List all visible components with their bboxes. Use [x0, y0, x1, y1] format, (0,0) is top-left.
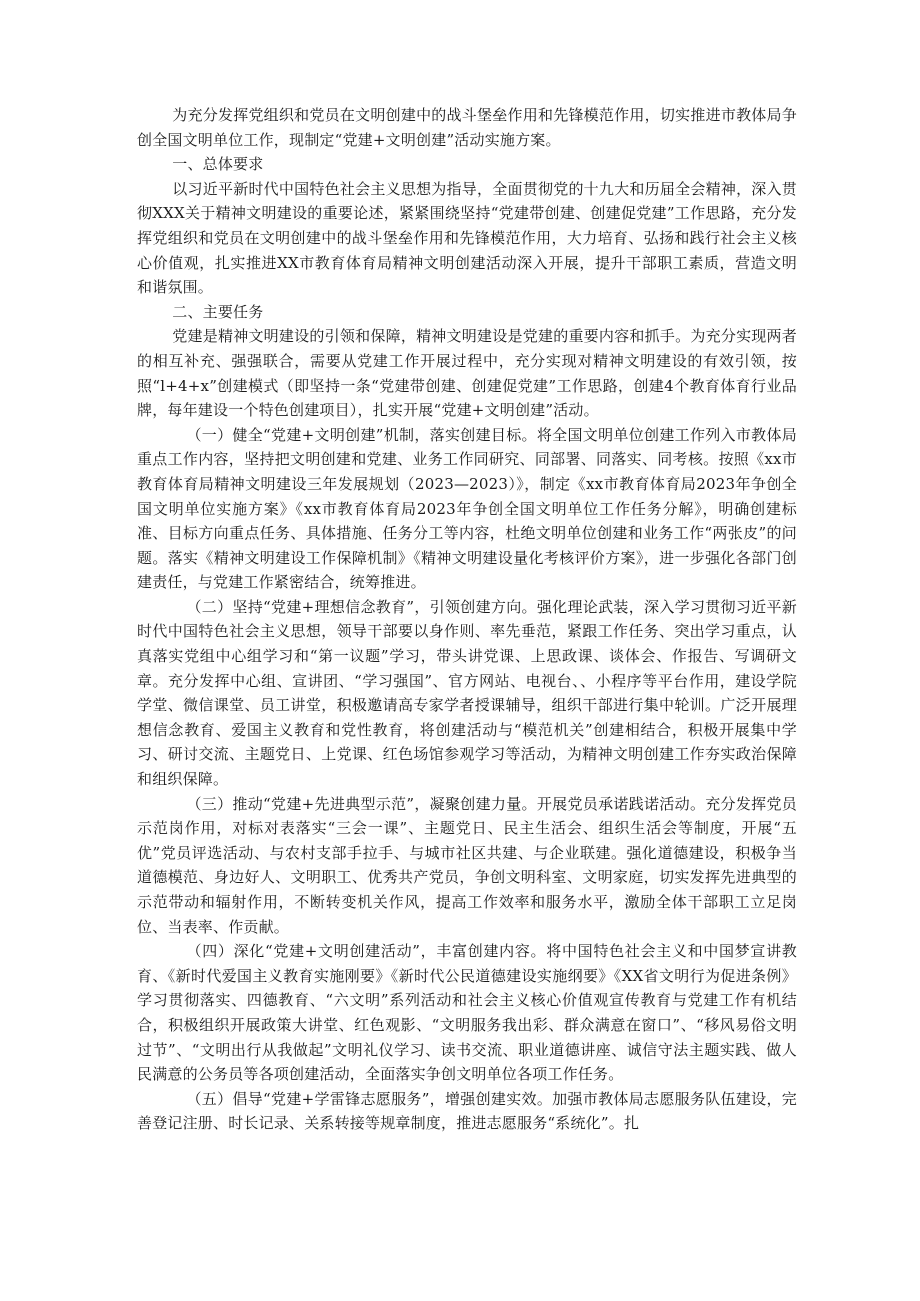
task-item-2: （二）坚持“党建+理想信念教育”，引领创建方向。强化理论武装，深入学习贯彻习近平新时代中国特色社会主义思想，领导干部要以身作则、率先垂范，紧跟工作任务、突出学习重点，认真落实党组中心组学习和“第一议题”学习，带头讲党课、上思政课、谈体会、作报告、写调研文章。充分发挥中心组、宣讲团、“学习强国”、官方网站、电视台、、小程序等平台作用，建设学院学堂、微信课堂、员工讲堂，积极邀请高专家学者授课辅导，组织干部进行集中轮训。广泛开展理想信念教育、爱国主义教育和党性教育，将创建活动与“模范机关”创建相结合，积极开展集中学习、研讨交流、主题党日、上党课、红色场馆参观学习等活动，为精神文明创建工作夯实政治保障和组织保障。: [137, 597, 797, 789]
intro-paragraph: 为充分发挥党组织和党员在文明创建中的战斗堡垒作用和先锋模范作用，切实推进市教体局争创全国文明单位工作，现制定“党建+文明创建”活动实施方案。: [137, 106, 797, 149]
section-heading-overall-requirements: 一、总体要求: [172, 155, 264, 174]
section1-paragraph: 以习近平新时代中国特色社会主义思想为指导，全面贯彻党的十九大和历届全会精神，深入贯彻XXX关于精神文明建设的重要论述，紧紧围绕坚持“党建带创建、创建促党建”工作思路，充分发挥党组织和党员在文明创建中的战斗堡垒作用和先锋模范作用，大力培育、弘扬和践行社会主义核心价值观，扎实推进XX市教育体育局精神文明创建活动深入开展，提升干部职工素质，营造文明和谐氛围。: [137, 179, 797, 297]
section-heading-main-tasks: 二、主要任务: [172, 302, 264, 321]
task-item-3: （三）推动“党建+先进典型示范”，凝聚创建力量。开展党员承诺践诺活动。充分发挥党员示范岗作用，对标对表落实“三会一课”、主题党日、民主生活会、组织生活会等制度，开展“五优”党员评选活动、与农村支部手拉手、与城市社区共建、与企业联建。强化道德建设，积极争当道德模范、身边好人、文明职工、优秀共产党员，争创文明科室、文明家庭，切实发挥先进典型的示范带动和辐射作用，不断转变机关作风，提高工作效率和服务水平，激励全体干部职工立足岗位、当表率、作贡献。: [137, 794, 797, 936]
task-item-1: （一）健全“党建+文明创建”机制，落实创建目标。将全国文明单位创建工作列入市教体局重点工作内容，坚持把文明创建和党建、业务工作同研究、同部署、同落实、同考核。按照《xx市教育体育局精神文明建设三年发展规划（2023—2023）》，制定《xx市教育体育局2023年争创全国文明单位实施方案》《xx市教育体育局2023年争创全国文明单位工作任务分解》，明确创建标准、目标方向重点任务、具体措施、任务分工等内容，杜绝文明单位创建和业务工作“两张皮”的问题。落实《精神文明建设工作保障机制》《精神文明建设量化考核评价方案》，进一步强化各部门创建责任，与党建工作紧密结合，统筹推进。: [137, 425, 797, 592]
section2-paragraph: 党建是精神文明建设的引领和保障，精神文明建设是党建的重要内容和抓手。为充分实现两者的相互补充、强强联合，需要从党建工作开展过程中，充分实现对精神文明建设的有效引领，按照“l+4+x”创建模式（即坚持一条“党建带创建、创建促党建”工作思路，创建4个教育体育行业品牌，每年建设一个特色创建项目），扎实开展“党建+文明创建”活动。: [137, 327, 797, 420]
task-item-4: （四）深化“党建+文明创建活动”，丰富创建内容。将中国特色社会主义和中国梦宣讲教育、《新时代爱国主义教育实施刚要》《新时代公民道德建设实施纲要》《XX省文明行为促进条例》学习贯彻落实、四德教育、“六文明”系列活动和社会主义核心价值观宣传教育与党建工作有机结合，积极组织开展政策大讲堂、红色观影、“文明服务我出彩、群众满意在窗口”、“移风易俗文明过节”、“文明出行从我做起”文明礼仪学习、读书交流、职业道德讲座、诚信守法主题实践、做人民满意的公务员等各项创建活动，全面落实争创文明单位各项工作任务。: [137, 942, 797, 1084]
task-item-5: （五）倡导“党建+学雷锋志愿服务”，增强创建实效。加强市教体局志愿服务队伍建设，完善登记注册、时长记录、关系转接等规章制度，推进志愿服务“系统化”。扎: [137, 1089, 797, 1133]
document-page: [137, 103, 797, 1136]
